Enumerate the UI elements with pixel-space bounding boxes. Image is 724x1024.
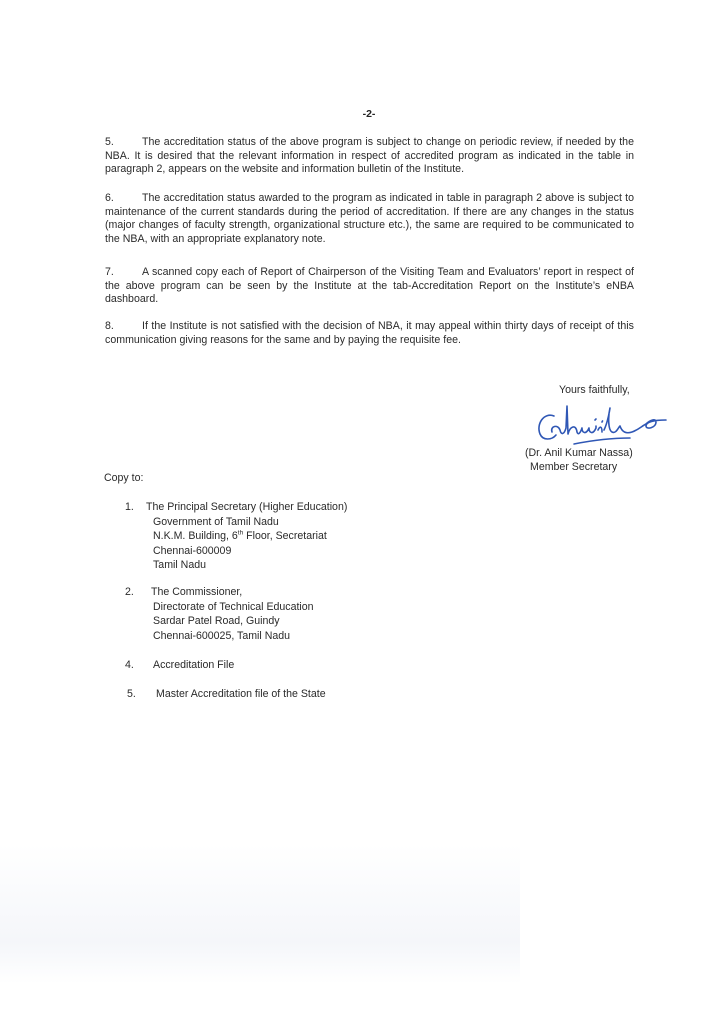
- signer-title: Member Secretary: [530, 461, 618, 473]
- paragraph-8: [105, 320, 634, 347]
- page-number: -2-: [362, 108, 376, 120]
- paragraph-text: The accreditation status awarded to the program as indicated in table in paragraph 2 above is subject to maintenance of the current standards during the period of accreditation. If there are any changes in the status (major changes of faculty strength, organizational structure etc.), the same are required to be communicated to the NBA, with an appropriate explanatory note.: [105, 192, 634, 245]
- copy-item-number: 4.: [125, 659, 134, 671]
- copy-item-line: Directorate of Technical Education: [153, 600, 314, 613]
- copy-item-number: 2.: [125, 586, 134, 598]
- copy-item-line: Government of Tamil Nadu: [153, 515, 279, 528]
- copy-item-number: 1.: [125, 501, 134, 513]
- paragraph-number: 7.: [105, 266, 114, 278]
- copy-item-line: Tamil Nadu: [153, 559, 206, 572]
- signer-name: (Dr. Anil Kumar Nassa): [525, 447, 633, 459]
- paragraph-text: If the Institute is not satisfied with the decision of NBA, it may appeal within thirty days of receipt of this communication giving reasons for the same and by paying the requisite fee.: [105, 320, 634, 346]
- paragraph-text: The accreditation status of the above program is subject to change on periodic review, if needed by the NBA. It is desired that the relevant information in respect of accredited program as indicated in the table in paragraph 2, appears on the website and information bulletin of the Institute.: [105, 136, 634, 176]
- paragraph-number: 5.: [105, 136, 114, 148]
- copy-item-line: Master Accreditation file of the State: [156, 688, 326, 700]
- paragraph-6: [105, 192, 634, 246]
- copy-item-line: Accreditation File: [153, 659, 235, 671]
- paragraph-7: [105, 266, 634, 307]
- copy-item-number: 5.: [127, 688, 136, 700]
- copy-item-line: The Commissioner,: [151, 586, 243, 598]
- copy-item-line: N.K.M. Building, 6th Floor, Secretariat: [153, 529, 327, 543]
- copy-to-label: Copy to:: [104, 472, 144, 484]
- paragraph-number: 8.: [105, 320, 114, 332]
- paragraph-text: A scanned copy each of Report of Chairperson of the Visiting Team and Evaluators’ report in respect of the above program can be seen by the Institute at the tab-Accreditation Report on the Institute’s eNBA dashboard.: [105, 266, 634, 306]
- scan-shading: [0, 844, 520, 984]
- paragraph-number: 6.: [105, 192, 114, 204]
- copy-item-line: Chennai-600025, Tamil Nadu: [153, 629, 291, 642]
- closing-salutation: Yours faithfully,: [559, 384, 630, 396]
- paragraph-5: [105, 136, 634, 177]
- copy-item-line: The Principal Secretary (Higher Education): [146, 501, 348, 513]
- copy-item-line: Chennai-600009: [153, 544, 232, 557]
- signature-icon: [534, 402, 674, 448]
- copy-item-line: Sardar Patel Road, Guindy: [153, 615, 280, 628]
